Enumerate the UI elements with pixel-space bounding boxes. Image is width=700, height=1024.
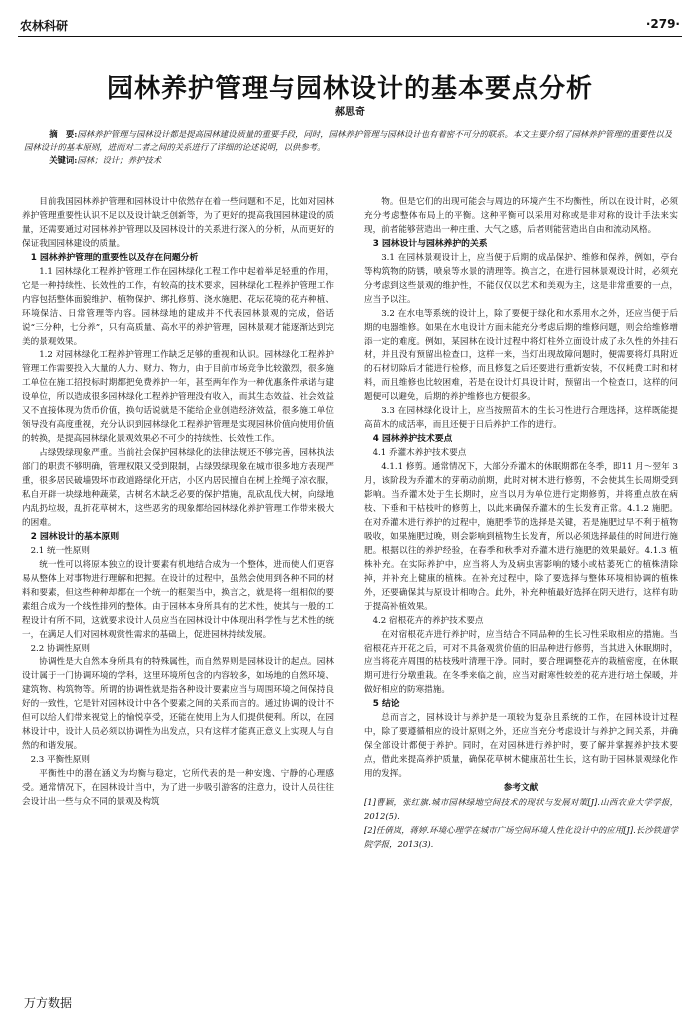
paragraph-2-1: 统一性可以将原本独立的设计要素有机地结合成为一个整体，进而使人们更容易从整体上对事物进行理解和把握。在设计的过程中，虽然会使用到各种不同的材料和要素，但这些种种却都在一个统一的框架当中，换言之，就是将一组相似的要素组合成为一个线性排列的整体。由于园林本身所具有的艺术性，使其与一般的工程设计有所不同，这就要求设计人员应当在园林设计中体现出科学性与艺术性的统一，在满足人们对园林观赏性需求的基础上，促进园林持续发展。 bbox=[22, 559, 334, 640]
section-heading-3: 3 园林设计与园林养护的关系 bbox=[372, 238, 488, 249]
subsection-heading-2-1: 2.1 统一性原则 bbox=[30, 545, 90, 556]
page-number: ·279· bbox=[645, 17, 680, 31]
paragraph-4-2: 在对宿根花卉进行养护时，应当结合不同品种的生长习性采取相应的措施。当宿根花卉开花之后，可对不具备观赏价值的旧品种进行修剪，当其进入休眠期时，应当将花卉周围的枯枝残叶清理干净。同时，要合理调整花卉的栽植密度，在休眠期可进行分墩重栽。在冬季来临之前，应当对耐寒性较差的花卉进行培土保暖，并做好相应的防寒措施。 bbox=[364, 629, 678, 696]
paragraph-1-1: 1.1 园林绿化工程养护管理工作在园林绿化工程工作中起着举足轻重的作用，它是一种持续性、长效性的工作，有较高的技术要求，园林绿化工程养护管理工作内容包括整体面貌维护、植物保护、绑扎修剪、浇水施肥、花坛花境的花卉种植、环境保洁、日常管理等内容。园林绿地的建成并不代表园林景观的完成，俗话说“三分种，七分养”，只有高质量、高水平的养护管理，园林景观才能逐渐达到完美的景观效果。 bbox=[22, 266, 334, 347]
paragraph-1-2: 1.2 对园林绿化工程养护管理工作缺乏足够的重视和认识。园林绿化工程养护管理工作需要投入大量的人力、财力、物力，由于目前市场竞争比较激烈，很多施工单位在施工招投标时期都把免费养护一年，甚至两年作为一种优惠条件承诺与建设单位，所以造成很多园林绿化工程养护管理没有收入，而其生态效益、社会效益又不直接体现为货币价值，换句话说就是不能给企业创造经济效益，很多施工单位领导没有高度重视，充分认识到园林绿化工程养护管理是实现园林价值向使用价值的转换，是提高园林绿化景观效果必不可少的持续性、长效性工作。 bbox=[22, 350, 334, 445]
subsection-heading-2-2: 2.2 协调性原则 bbox=[30, 643, 90, 654]
paragraph-3-3: 3.3 在园林绿化设计上，应当按照苗木的生长习性进行合理选择，这样既能提高苗木的成活率，而且还便于日后养护工作的进行。 bbox=[364, 406, 678, 431]
section-heading-2: 2 园林设计的基本原则 bbox=[30, 531, 120, 542]
subsection-heading-2-3: 2.3 平衡性原则 bbox=[30, 755, 90, 766]
running-header bbox=[18, 14, 682, 37]
paragraph-2-2: 协调性是大自然本身所具有的特殊属性，而自然界则是园林设计的起点。园林设计属于一门协调环境的学科，这里环境所包含的内容较多，如场地的自然环境、建筑物、构筑物等。所谓的协调性就是指各种设计要素应当与周围环境之间保持良好的一致性，它是针对园林设计中各个要素之间的关系而言的。通过协调的设计不但可以给人们带来视觉上的愉悦享受，还能在使用上为人们提供便利。所以，在园林设计中，设计人员必须以协调性为出发点，只有这样才能真正意义上实现人与自然的和谐发展。 bbox=[22, 657, 334, 752]
conclusion-paragraph: 总而言之，园林设计与养护是一项较为复杂且系统的工作，在园林设计过程中，除了要遵循相应的设计原则之外，还应当充分考虑设计与养护之间关系，并确保全部设计都便于养护。同时，在对园林进行养护时，要了解并掌握养护技术要点，借此来提高养护质量，确保花草树木健康茁壮生长，这有助于园林景观绿化作用的发挥。 bbox=[364, 713, 678, 780]
section-heading-1: 1 园林养护管理的重要性以及存在问题分析 bbox=[30, 252, 199, 263]
subsection-heading-4-1: 4.1 乔灌木养护技术要点 bbox=[372, 448, 467, 459]
intro-paragraph: 目前我国园林养护管理和园林设计中依然存在着一些问题和不足，比如对园林养护管理重要性认识不足以及设计缺乏创新等，为了更好的提高我国园林建设的质量，还需要通过对园林养护管理以及园林设计的关系进行深入的分析，从而更好的保证我国园林建设的质量。 bbox=[22, 197, 334, 249]
paragraph-1-3: 占绿毁绿现象严重。当前社会保护园林绿化的法律法规还不够完善，园林执法部门的职责不够明确，管理权限又受到限制，占绿毁绿现象在城市很多地方表现严重，很多居民破墙毁坏市政道路绿化开店，小区内居民擅自在树上拴绳子凉衣服，私自开辟一块绿地种蔬菜，古树名木缺乏必要的保护措施，乱砍乱伐大树，向绿地内乱扔垃圾，乱折花草树木，这些恶劣的现象都给园林绿化养护管理工作带来极大的困难。 bbox=[22, 448, 334, 528]
footer-watermark: 万方数据 bbox=[24, 996, 73, 1010]
keywords-label: 关键词: bbox=[49, 155, 78, 165]
article-title: 园林养护管理与园林设计的基本要点分析 bbox=[106, 74, 593, 104]
paragraph-3-2: 3.2 在水电等系统的设计上，除了要便于绿化和水系用水之外，还应当便于后期的电器维修。如果在水电设计方面未能充分考虑后期的维修问题，则会给维修增添一定的难度。例如，某园林在设计过程中将灯柱外立面设计成了永久性的外挂石材，并且没有预留出检查口，这样一来，当灯出现故障问题时，便需要将灯具附近的石材切除后才能进行检修，而且修复之后还要进行重新安装，不仅耗费工时和材料，而且维修也比较困难，若是在设计灯具设计时，预留出一个检查口，这样的问题便可以避免，后期的养护维修也方便很多。 bbox=[364, 308, 678, 403]
journal-name: 农林科研 bbox=[20, 19, 69, 33]
right-column bbox=[364, 196, 678, 852]
abstract-label: 摘 要: bbox=[49, 129, 78, 139]
abstract-block bbox=[24, 128, 676, 167]
reference-item: [2]任倩岚，蒋婷.环境心理学在城市广场空间环境人性化设计中的应用[J].长沙铁道学院学报，2013(3). bbox=[364, 824, 678, 849]
section-heading-4: 4 园林养护技术要点 bbox=[372, 434, 453, 445]
left-column bbox=[22, 196, 334, 810]
reference-item: [1]曹颖，张红旗.城市园林绿地空间技术的现状与发展对策[J].山西农业大学学报，2012(5). bbox=[364, 796, 678, 821]
paragraph-4-1: 4.1.1 修剪。通常情况下，大部分乔灌木的休眠期都在冬季，即11 月～翌年 3 月，该阶段为乔灌木的芽萌动前期，此时对树木进行修剪，不会使其生长周期受到影响。当乔灌木处于生长期时，应当以月为单位进行定期修剪，并将重点放在病枝、下垂和干枯枝叶的修剪上，以此来确保乔灌木的生长发育正常。4.1.2 施肥。在对乔灌木进行养护的过程中，施肥季节的选择是关键，若是施肥过早不利于植物吸收，如果施肥过晚，则会影响到植物生长发育，所以必须选择最佳的时间进行施肥。根据以往的养护经验，在春季和秋季对乔灌木进行施肥的效果最好。4.1.3 植株补充。在实际养护中，应当将人为及病虫害影响的矮小或枯萎死亡的植株清除掉，并补充上健康的植株。在补充过程中，除了要选择与整体环境相协调的植株外，还要确保其与原设计相吻合。此外，补充种植最好选择在阴天进行，这样有助于提高补植效果。 bbox=[364, 462, 678, 612]
abstract-text: 园林养护管理与园林设计都是提高园林建设质量的重要手段，同时，园林养护管理与园林设计也有着密不可分的联系。本文主要介绍了园林养护管理的重要性以及园林设计的基本原则，进而对二者之间的关系进行了详细的论述说明，以供参考。 bbox=[24, 129, 673, 152]
paragraph-3-1: 3.1 在园林景观设计上，应当便于后期的成品保护、维修和保养，例如，亭台等构筑物的防锈，喷泉等水景的清理等。换言之，在进行园林景观设计时，必须充分考虑到这些景观的维护性，不能仅仅以艺术和美观为主，这是非常重要的一点，应当予以注。 bbox=[364, 252, 678, 305]
paragraph-2-3-cont: 物。但是它们的出现可能会与周边的环境产生不均衡性，所以在设计时，必须充分考虑整体布局上的平衡。这种平衡可以采用对称或是非对称的设计手法来实现，前者能够营造出一种庄重、大气之感，后者则能营造出自由和流动风格。 bbox=[364, 197, 678, 235]
keywords-text: 园林；设计；养护技术 bbox=[77, 155, 162, 165]
references-title: 参考文献 bbox=[503, 783, 539, 794]
author-name: 郝思奇 bbox=[335, 107, 365, 118]
paragraph-2-3: 平衡性中的潜在涵义为均衡与稳定，它所代表的是一种安逸、宁静的心理感受。通常情况下，在园林设计当中，为了进一步吸引游客的注意力，设计人员往往会设计出一些与众不同的景观及构筑 bbox=[22, 769, 334, 807]
section-heading-5: 5 结论 bbox=[372, 699, 400, 710]
subsection-heading-4-2: 4.2 宿根花卉的养护技术要点 bbox=[372, 615, 484, 626]
